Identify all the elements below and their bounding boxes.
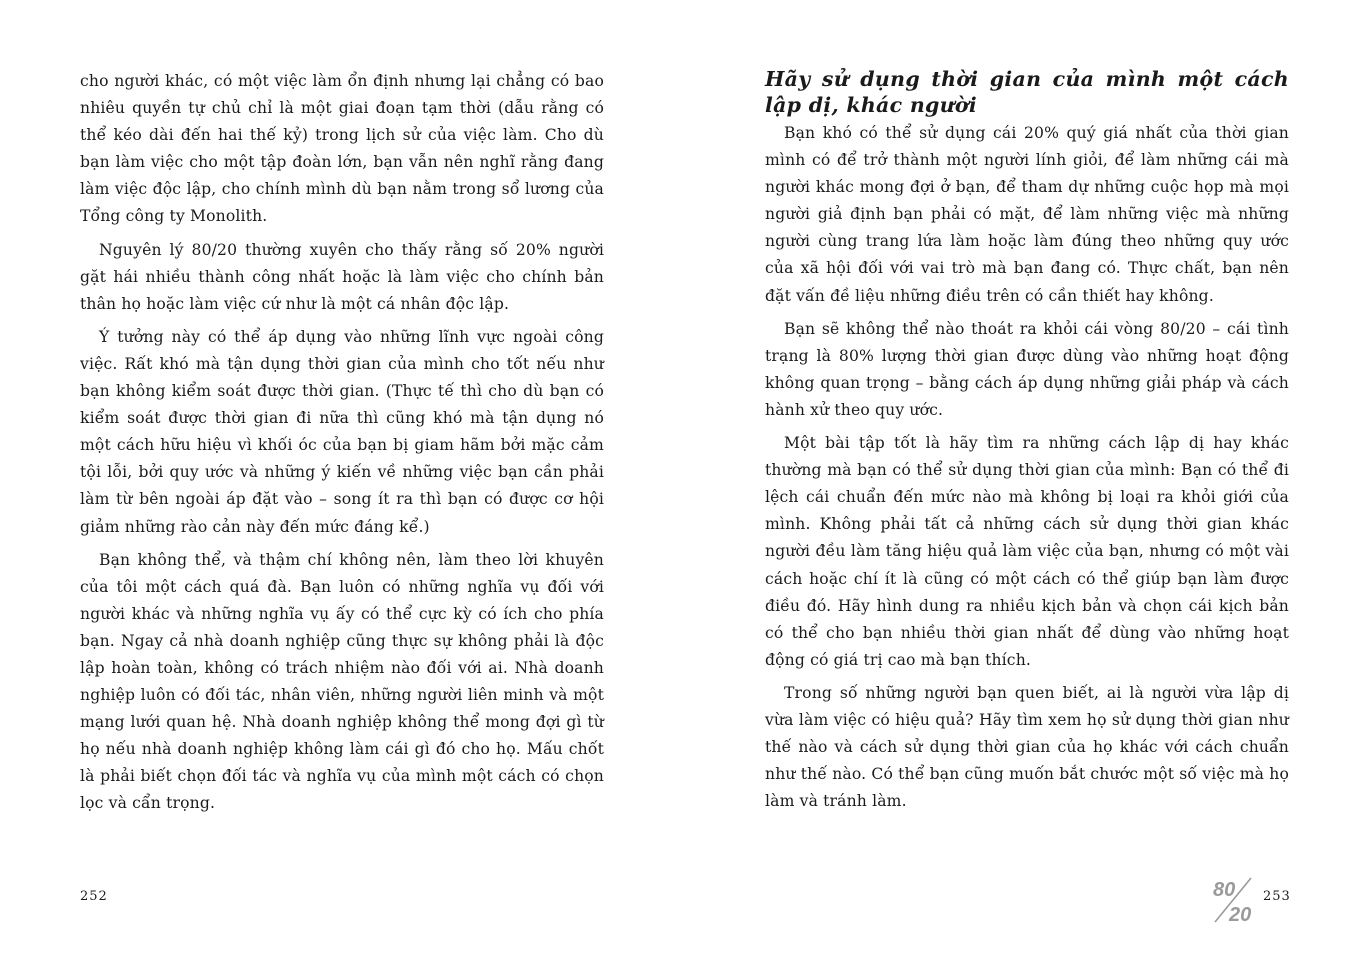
paragraph: Bạn không thể, và thậm chí không nên, làm theo lời khuyên của tôi một cách quá đà. Bạn luôn có những nghĩa vụ đối với người khác và những nghĩa vụ ấy có thể cực kỳ có ích cho phía bạn. Ngay cả nhà doanh nghiệp cũng thực sự không phải là độc lập hoàn toàn, không có trách nhiệm nào đối với ai. Nhà doanh nghiệp luôn có đối tác, nhân viên, những người liên minh và một mạng lưới quan hệ. Nhà doanh nghiệp không thể mong đợi gì từ họ nếu nhà doanh nghiệp không làm cái gì đó cho họ. Mấu chốt là phải biết chọn đối tác và nghĩa vụ của mình một cách có chọn lọc và cẩn trọng. (80, 550, 604, 813)
right-page-text-column (765, 66, 1289, 821)
logo-top-number: 80 (1213, 879, 1236, 901)
left-page-text-column (80, 68, 604, 824)
paragraph: cho người khác, có một việc làm ổn định nhưng lại chẳng có bao nhiêu quyền tự chủ chỉ là một giai đoạn tạm thời (dẫu rằng có thể kéo dài đến hai thế kỷ) trong lịch sử của việc làm. Cho dù bạn làm việc cho một tập đoàn lớn, bạn vẫn nên nghĩ rằng đang làm việc độc lập, cho chính mình dù bạn nằm trong sổ lương của Tổng công ty Monolith. (80, 72, 604, 226)
logo-bottom-number: 20 (1229, 904, 1252, 926)
paragraph: Bạn khó có thể sử dụng cái 20% quý giá nhất của thời gian mình có để trở thành một người lính giỏi, để làm những cái mà người khác mong đợi ở bạn, để tham dự những cuộc họp mà mọi người giả định bạn phải có mặt, để làm những việc mà những người cùng trang lứa làm hoặc làm đúng theo những quy ước của xã hội đối với vai trò mà bạn đang có. Thực chất, bạn nên đặt vấn đề liệu những điều trên có cần thiết hay không. (765, 124, 1289, 305)
book-logo-80-20 (1207, 874, 1265, 926)
paragraph: Bạn sẽ không thể nào thoát ra khỏi cái vòng 80/20 – cái tình trạng là 80% lượng thời gian được dùng vào những hoạt động không quan trọng – bằng cách áp dụng những giải pháp và cách hành xử theo quy ước. (765, 319, 1289, 419)
paragraph: Nguyên lý 80/20 thường xuyên cho thấy rằng số 20% người gặt hái nhiều thành công nhất hoặc là làm việc cho chính bản thân họ hoặc làm việc cứ như là một cá nhân độc lập. (80, 240, 604, 313)
right-page (685, 0, 1370, 969)
page-number: 252 (80, 889, 108, 904)
page-number: 253 (1263, 889, 1291, 904)
paragraph: Ý tưởng này có thể áp dụng vào những lĩnh vực ngoài công việc. Rất khó mà tận dụng thời gian của mình cho tốt nếu như bạn không kiểm soát được thời gian. (Thực tế thì cho dù bạn có kiểm soát được thời gian đi nữa thì cũng khó mà tận dụng nó một cách hữu hiệu vì khối óc của bạn bị giam hãm bởi mặc cảm tội lỗi, bởi quy ước và những ý kiến về những việc bạn cần phải làm từ bên ngoài áp đặt vào – song ít ra thì bạn có được cơ hội giảm những rào cản này đến mức đáng kể.) (80, 327, 604, 536)
section-heading: Hãy sử dụng thời gian của mình một cách lập dị, khác người (765, 67, 1289, 117)
paragraph: Trong số những người bạn quen biết, ai là người vừa lập dị vừa làm việc có hiệu quả? Hãy tìm xem họ sử dụng thời gian như thế nào và cách sử dụng thời gian của họ khác với cách chuẩn như thế nào. Có thể bạn cũng muốn bắt chước một số việc mà họ làm và tránh làm. (765, 683, 1289, 811)
paragraph: Một bài tập tốt là hãy tìm ra những cách lập dị hay khác thường mà bạn có thể sử dụng thời gian của mình: Bạn có thể đi lệch cái chuẩn đến mức nào mà không bị loại ra khỏi giới của mình. Không phải tất cả những cách sử dụng thời gian khác người đều làm tăng hiệu quả làm việc của bạn, nhưng có một vài cách hoặc chí ít là cũng có một cách có thể giúp bạn làm được điều đó. Hãy hình dung ra nhiều kịch bản và chọn cái kịch bản có thể cho bạn nhiều thời gian nhất để dùng vào những hoạt động có giá trị cao mà bạn thích. (765, 434, 1289, 669)
